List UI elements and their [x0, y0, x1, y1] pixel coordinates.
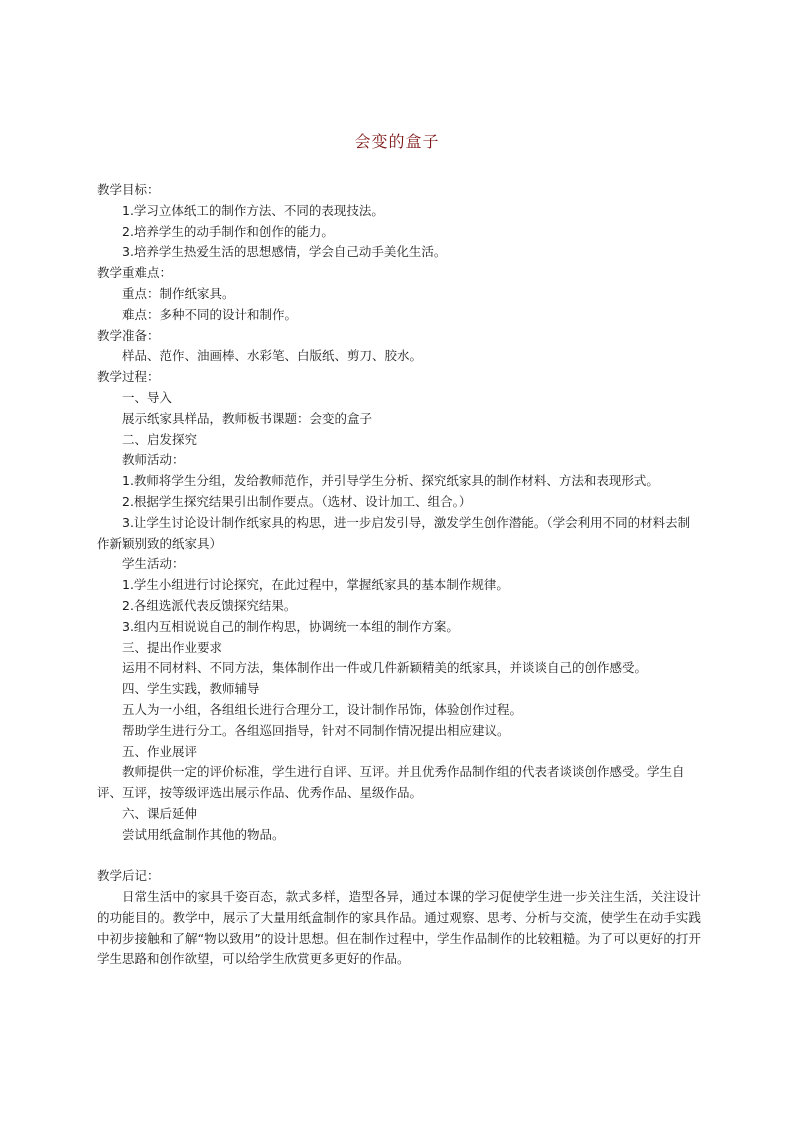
- document-body: [97, 180, 701, 970]
- section-heading-process: 教学过程：: [97, 369, 160, 385]
- spacer: [97, 846, 701, 867]
- process-line: 三、提出作业要求: [122, 639, 223, 655]
- process-line: 运用不同材料、不同方法，集体制作出一件或几件新颖精美的纸家具，并谈谈自己的创作感受。: [122, 660, 648, 676]
- process-line: 帮助学生进行分工。各组巡回指导，针对不同制作情况提出相应建议。: [122, 722, 510, 738]
- objective-item: 1.学习立体纸工的制作方法、不同的表现技法。: [122, 202, 384, 218]
- process-line: 展示纸家具样品，教师板书课题：会变的盒子: [122, 410, 373, 426]
- objective-item: 2.培养学生的动手制作和创作的能力。: [122, 223, 334, 239]
- process-line: 六、课后延伸: [122, 805, 198, 821]
- process-line: 学生活动：: [122, 556, 185, 572]
- process-line: 3.组内互相说说自己的制作构思，协调统一本组的制作方案。: [122, 618, 459, 634]
- process-line: 二、启发探究: [122, 431, 198, 447]
- key-point-item: 难点：多种不同的设计和制作。: [122, 306, 298, 322]
- section-heading-objectives: 教学目标：: [97, 182, 160, 197]
- process-line: 五人为一小组，各组组长进行合理分工，设计制作吊饰，体验创作过程。: [122, 701, 523, 717]
- process-line: 2.根据学生探究结果引出制作要点。（选材、设计加工、组合。）: [122, 493, 472, 509]
- key-point-item: 重点：制作纸家具。: [122, 285, 235, 301]
- process-line: 2.各组选派代表反馈探究结果。: [122, 597, 297, 613]
- process-line: 1.学生小组进行讨论探究，在此过程中，掌握纸家具的基本制作规律。: [122, 577, 509, 593]
- process-line: 尝试用纸盒制作其他的物品。: [122, 826, 285, 842]
- section-heading-preparation: 教学准备：: [97, 327, 160, 343]
- page-title: 会变的盒子: [354, 132, 440, 151]
- preparation-item: 样品、范作、油画棒、水彩笔、白版纸、剪刀、胶水。: [122, 348, 423, 364]
- process-line: 教师活动：: [122, 452, 185, 468]
- process-line: 一、导入: [122, 389, 173, 405]
- section-heading-reflection: 教学后记：: [97, 868, 160, 884]
- objective-item: 3.培养学生热爱生活的思想感情，学会自己动手美化生活。: [122, 244, 447, 260]
- process-line: 四、学生实践，教师辅导: [122, 681, 260, 697]
- reflection-paragraph: 日常生活中的家具千姿百态，款式多样，造型各异，通过本课的学习促使学生进一步关注生活，关注设计的功能目的。教学中，展示了大量用纸盒制作的家具作品。通过观察、思考、分析与交流，使学生在动手实践中初步接触和了解“物以致用”的设计思想。但在制作过程中，学生作品制作的比较粗糙。为了可以更好的打开学生思路和创作欲望，可以给学生欣赏更多更好的作品。: [97, 889, 701, 967]
- process-line: 1.教师将学生分组，发给教师范作，并引导学生分析、探究纸家具的制作材料、方法和表现形式。: [122, 473, 659, 489]
- process-line: 3.让学生讨论设计制作纸家具的构思，进一步启发引导，激发学生创作潜能。（学会利用不同的材料去制作新颖别致的纸家具）: [97, 514, 691, 551]
- process-line: 教师提供一定的评价标准，学生进行自评、互评。并且优秀作品制作组的代表者谈谈创作感受。学生自评、互评，按等级评选出展示作品、优秀作品、星级作品。: [97, 764, 685, 801]
- process-line: 五、作业展评: [122, 743, 198, 759]
- section-heading-key-points: 教学重难点：: [97, 265, 173, 281]
